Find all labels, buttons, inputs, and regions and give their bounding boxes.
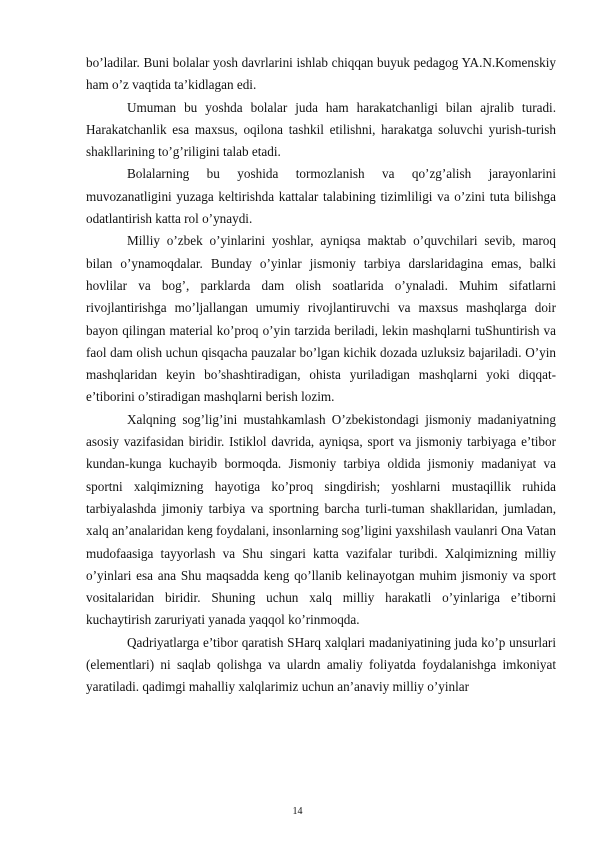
paragraph-2: Umuman bu yoshda bolalar juda ham harakatchanligi bilan ajralib turadi. Harakatchanlik esa maxsus, oqilona tashkil etilishni, harakatga soluvchi yurish-turish shakllarining to’g’riligini talab etadi. [86,99,556,160]
page-number: 14 [292,806,303,817]
document-body [86,52,556,699]
paragraph-3: Bolalarning bu yoshida tormozlanish va qo’zg’alish jarayonlarini muvozanatligini yuzaga keltirishda kattalar talabining tizimliligi va o’zini tuta bilishga odatlantirish katta rol o’ynaydi. [86,166,556,227]
paragraph-6: Qadriyatlarga e’tibor qaratish SHarq xalqlari madaniyatining juda ko’p unsurlari (elementlari) ni saqlab qolishga va ulardn amaliy foliyatda foydalanishga imkoniyat yaratiladi. qadimgi mahalliy xalqlarimiz uchun an’anaviy milliy o’yinlar [86,634,556,695]
paragraph-4: Milliy o’zbek o’yinlarini yoshlar, ayniqsa maktab o’quvchilari sevib, maroq bilan o’ynamoqdalar. Bunday o’yinlar jismoniy tarbiya darslaridagina emas, balki hovlilar va bog’, parklarda dam olish soatlarida o’ynaladi. Muhim sifatlarni rivojlantirishga mo’ljallangan umumiy rivojlantiruvchi va maxsus mashqlarga doir bayon qilingan material ko’proq o’yin tarzida beriladi, lekin mashqlarni tuShuntirish va faol dam olish uchun qisqacha pauzalar bo’lgan kichik dozada uzluksiz bajariladi. O’yin mashqlaridan keyin bo’shashtiradigan, ohista yuriladigan mashqlarni yoki diqqat-e’tiborini o’stiradigan mashqlarni berish lozim. [86,233,556,405]
paragraph-5: Xalqning sog’lig’ini mustahkamlash O’zbekistondagi jismoniy madaniyatning asosiy vazifasidan biridir. Istiklol davrida, ayniqsa, sport va jismoniy tarbiyaga e’tibor kundan-kunga kuchayib bormoqda. Jismoniy tarbiya oldida jismoniy madaniyat va sportni xalqimizning hayotiga ko’proq singdirish; yoshlarni mustaqillik ruhida tarbiyalashda jimoniy tarbiya va sportning barcha turli-tuman shakllaridan, jumladan, xalq an’analaridan keng foydalani, insonlarning sog’ligini yaxshilash vaulanri Ona Vatan mudofaasiga tayyorlash va Shu singari katta vazifalar turibdi. Xalqimizning milliy o’yinlari esa ana Shu maqsadda keng qo’llanib kelinayotgan muhim jismoniy va sport vositalaridan biridir. Shuning uchun xalq milliy harakatli o’yinlariga e’tiborni kuchaytirish zaruriyati yanada yaqqol ko’rinmoqda. [86,411,556,628]
paragraph-1: bo’ladilar. Buni bolalar yosh davrlarini ishlab chiqqan buyuk pedagog YA.N.Komenskiy ham o’z vaqtida ta’kidlagan edi. [86,55,556,93]
